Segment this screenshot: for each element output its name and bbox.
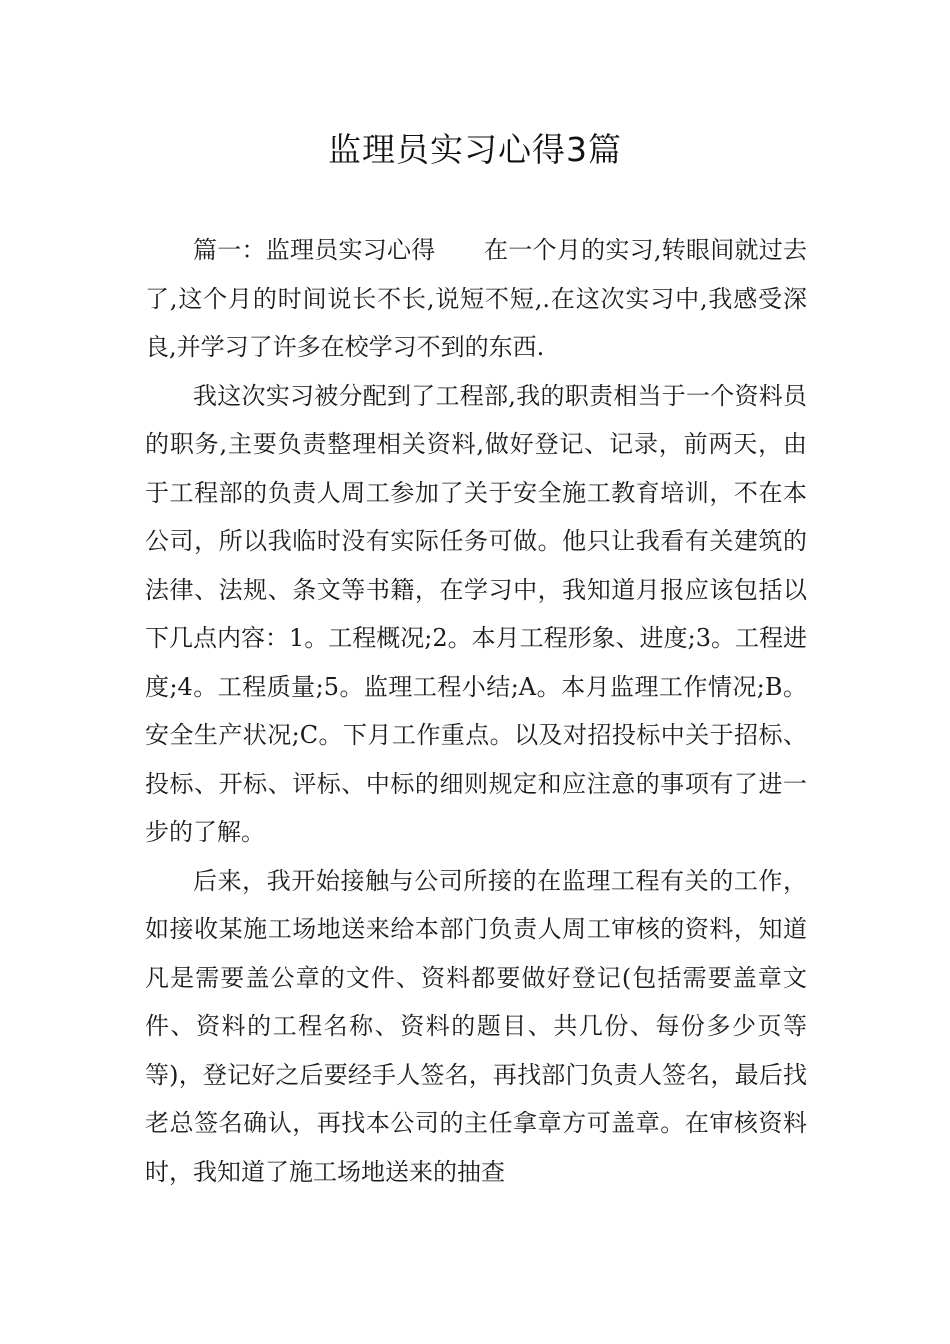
paragraph-1: 篇一：监理员实习心得 在一个月的实习,转眼间就过去了,这个月的时间说长不长,说短不短,.在这次实习中,我感受深良,并学习了许多在校学习不到的东西. (145, 236, 807, 361)
document-body (145, 226, 807, 1196)
document-title: 监理员实习心得3篇 (328, 130, 622, 169)
paragraph-2: 我这次实习被分配到了工程部,我的职责相当于一个资料员的职务,主要负责整理相关资料,做好登记、记录，前两天，由于工程部的负责人周工参加了关于安全施工教育培训，不在本公司，所以我临时没有实际任务可做。他只让我看有关建筑的法律、法规、条文等书籍，在学习中，我知道月报应该包括以下几点内容：1。工程概况;2。本月工程形象、进度;3。工程进度;4。工程质量;5。监理工程小结;A。本月监理工作情况;B。安全生产状况;C。下月工作重点。以及对招投标中关于招标、投标、开标、评标、中标的细则规定和应注意的事项有了进一步的了解。 (145, 381, 807, 846)
paragraph-3: 后来，我开始接触与公司所接的在监理工程有关的工作，如接收某施工场地送来给本部门负责人周工审核的资料，知道凡是需要盖公章的文件、资料都要做好登记(包括需要盖章文件、资料的工程名称、资料的题目、共几份、每份多少页等等)，登记好之后要经手人签名，再找部门负责人签名，最后找老总签名确认，再找本公司的主任拿章方可盖章。在审核资料时，我知道了施工场地送来的抽查 (145, 866, 807, 1186)
